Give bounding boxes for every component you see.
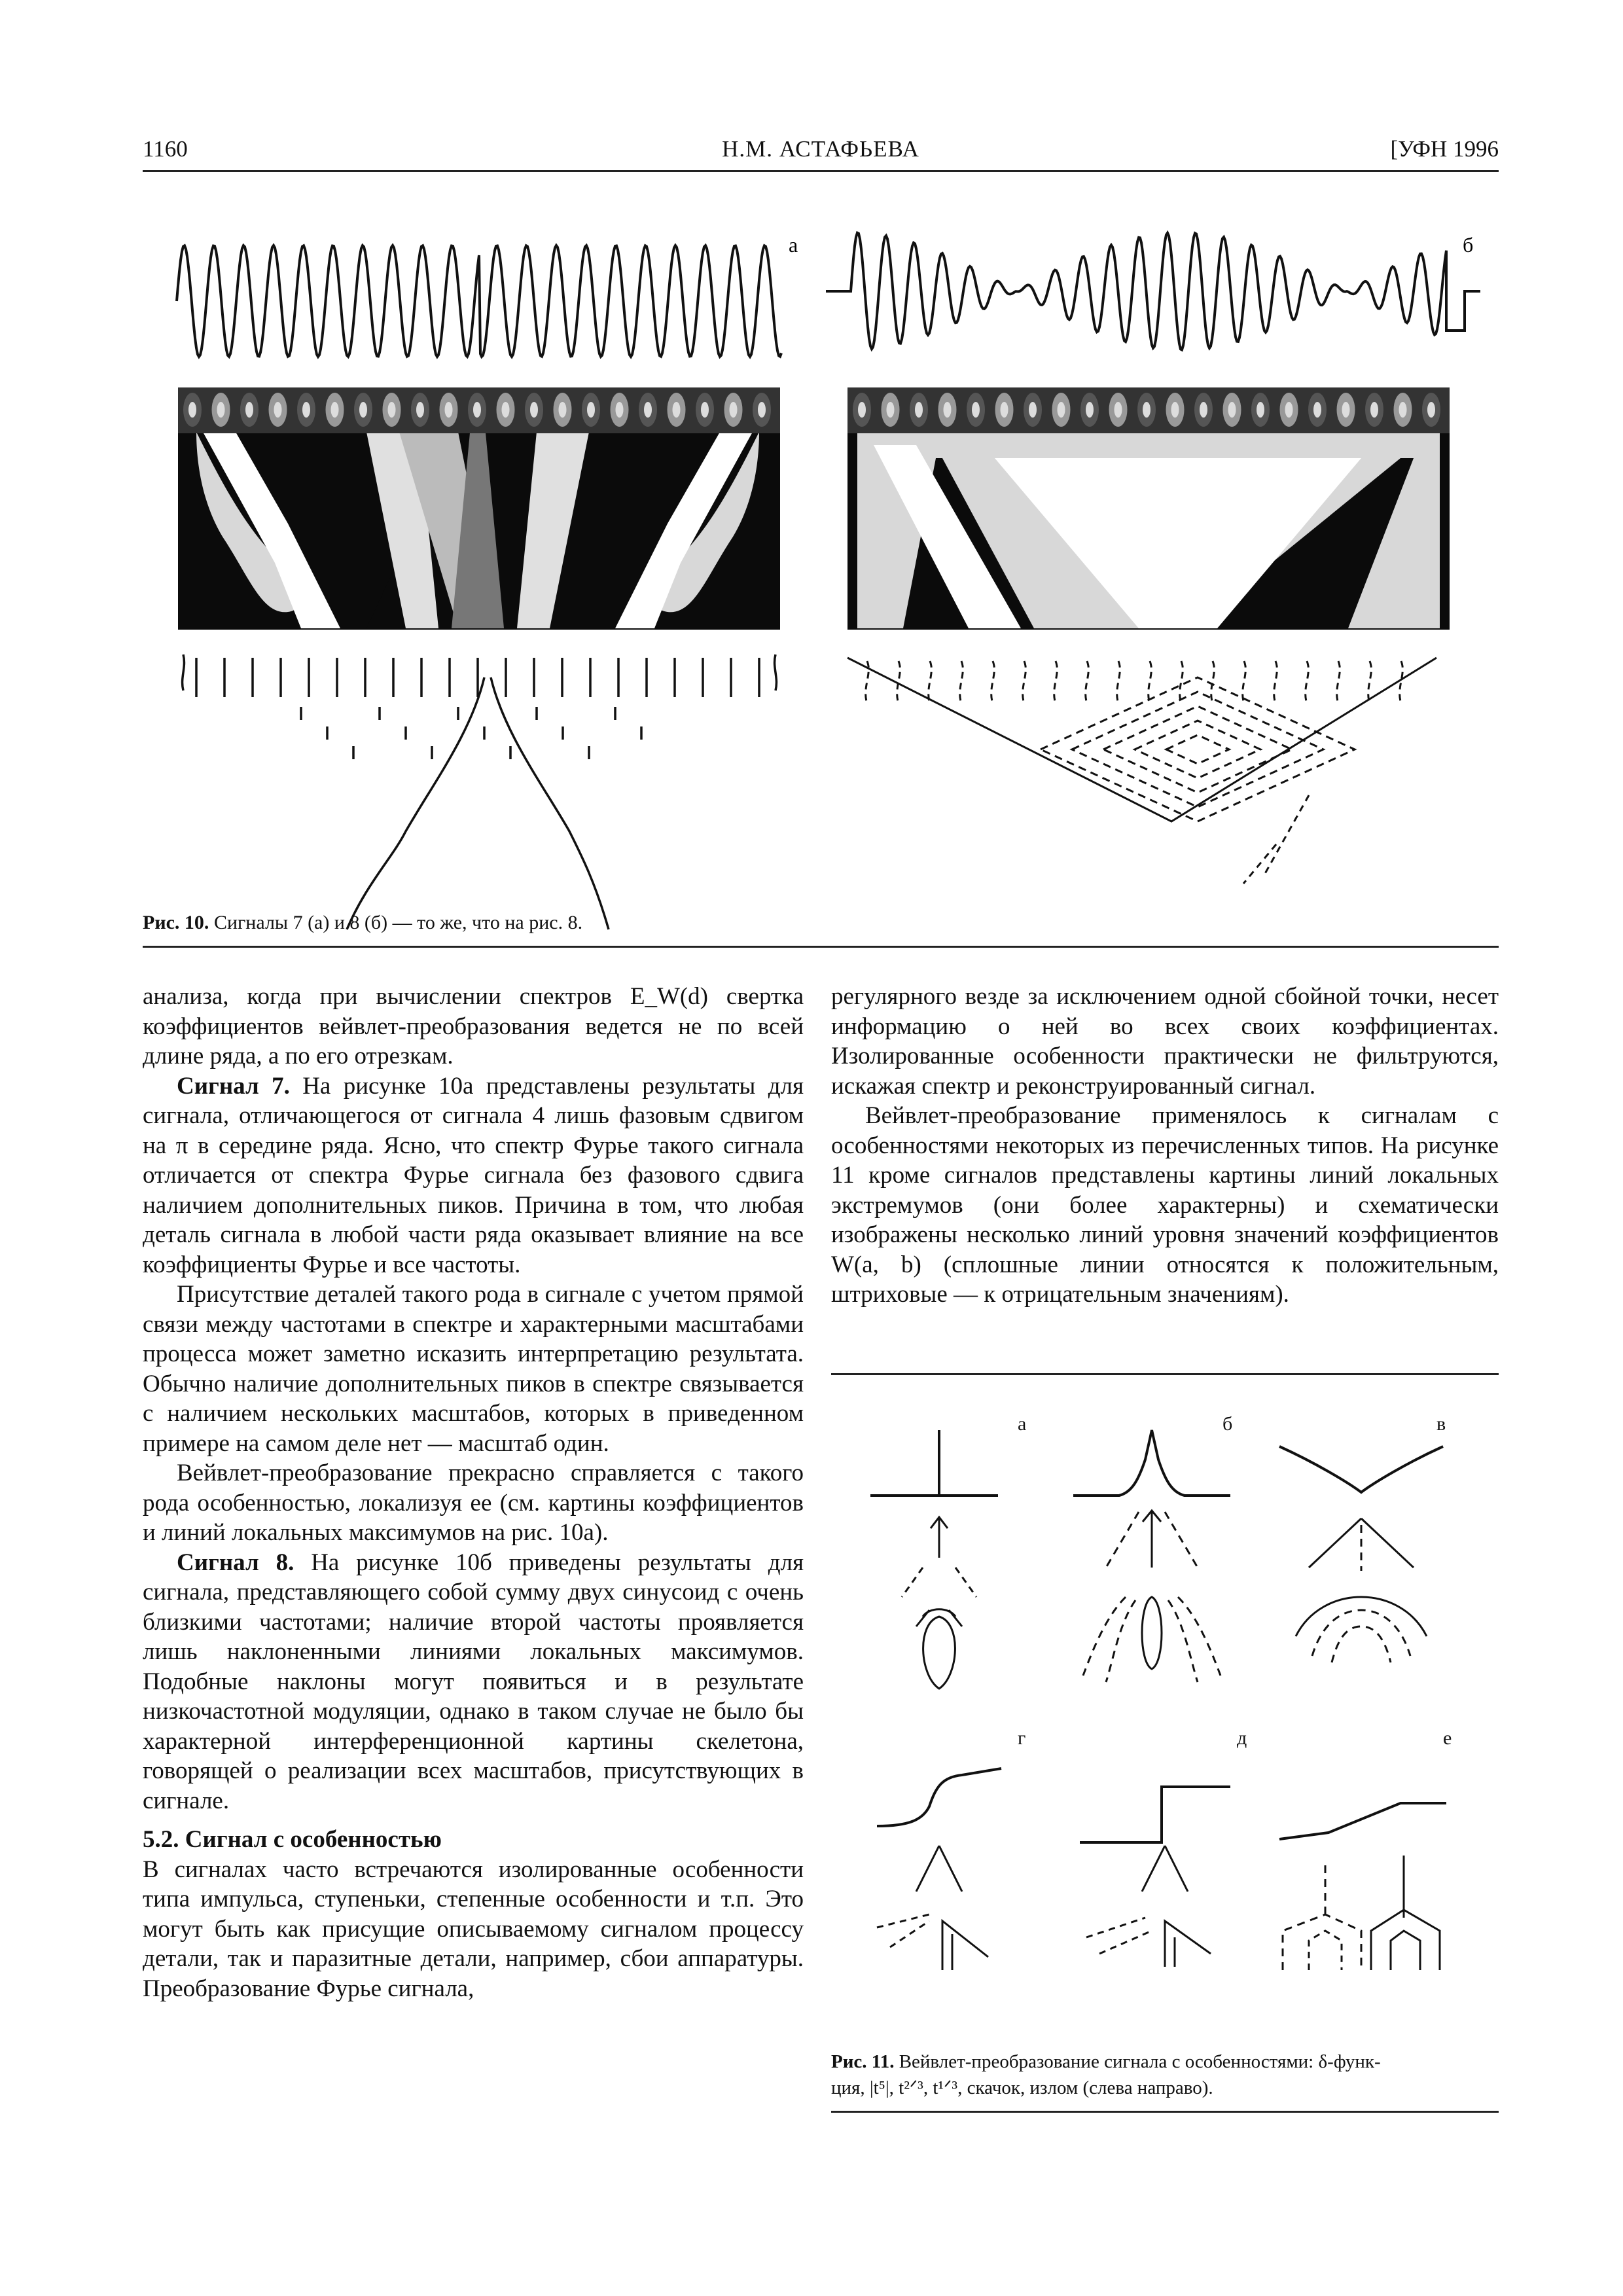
right-column bbox=[831, 982, 1499, 1310]
fig11-caption-line2: ция, |t⁵|, t²ᐟ³, t¹ᐟ³, скачок, излом (слева направо). bbox=[831, 2077, 1213, 2098]
left-paragraph-6: В сигналах часто встречаются изолированные особенности типа импульса, ступеньки, степенные особенности и т.п. Это могут быть как присущие описываемому сигналом процессу детали, так и паразитные детали, например, сбои аппаратуры. Преобразование Фурье сигнала, bbox=[143, 1856, 804, 2002]
coefficient-map-a bbox=[178, 387, 780, 630]
signal-8-text: На рисунке 10б приведены результаты для сигнала, представляющего собой сумму двух синусоид с очень близкими частотами; наличие второй частоты проявляется лишь наклоненными линиями локальных максимумов. Подобные наклоны могут появиться и в результате низкочастотной модуляции, однако в таком случае не было бы характерной интерференционной картины скелетона, говорящей о реализации всех масштабов, присутствующих в сигнале. bbox=[143, 1549, 804, 1814]
signal-8-heading: Сигнал 8. bbox=[177, 1549, 294, 1576]
fig11-label-b: б bbox=[1222, 1413, 1233, 1435]
right-paragraph-2: Вейвлет-преобразование применялось к сигналам с особенностями некоторых из перечисленных типов. На рисунке 11 кроме сигналов представлены картины линий локальных экстремумов (они более характерны) и схематически изображены несколько линий уровня значений коэффициентов W(a, b) (сплошные линии относятся к положительным, штриховые — к отрицательным значениям). bbox=[831, 1102, 1499, 1308]
fig10-caption-text: Сигналы 7 (а) и 8 (б) — то же, что на рис. 8. bbox=[213, 912, 583, 933]
left-column bbox=[143, 982, 804, 2003]
fig11-caption-line1: Вейвлет-преобразование сигнала с особенностями: δ-функ- bbox=[899, 2051, 1381, 2072]
coefficient-map-b bbox=[847, 387, 1450, 630]
panel-g-cuberoot bbox=[877, 1768, 1001, 1970]
skeleton-lines-a bbox=[183, 655, 777, 929]
left-paragraph-3: Присутствие деталей такого рода в сигнале с учетом прямой связи между частотами в спектре и характерными масштабами процесса может заметно исказить интерпретацию результата. Обычно наличие дополнительных пиков в спектре связывается с наличием нескольких масштабов, которых в приведенном примере на самом деле нет — масштаб один. bbox=[143, 1281, 804, 1457]
left-paragraph-2 bbox=[143, 1071, 804, 1280]
section-title: 5.2. Сигнал с особенностью bbox=[143, 1826, 442, 1853]
page-number: 1160 bbox=[143, 136, 188, 162]
figure-10-rule bbox=[143, 946, 1499, 948]
skeleton-lines-b bbox=[847, 658, 1436, 884]
fig11-label-g: г bbox=[1018, 1727, 1026, 1749]
panel-b-power bbox=[1073, 1430, 1230, 1682]
signal-8-wave bbox=[826, 233, 1480, 350]
signal-7-heading: Сигнал 7. bbox=[177, 1072, 290, 1100]
fig11-caption-label: Рис. 11. bbox=[831, 2051, 895, 2072]
fig11-label-v: в bbox=[1436, 1413, 1446, 1435]
fig10-label-b: б bbox=[1463, 233, 1474, 257]
figure-11-top-rule bbox=[831, 1373, 1499, 1375]
fig11-label-a: а bbox=[1018, 1413, 1027, 1435]
panel-a-delta bbox=[870, 1430, 998, 1689]
figure-10 bbox=[0, 0, 1623, 969]
panel-v-cusp bbox=[1279, 1446, 1443, 1662]
left-paragraph-5 bbox=[143, 1548, 804, 1816]
figure-11-bottom-rule bbox=[831, 2111, 1499, 2113]
fig10-caption-label: Рис. 10. bbox=[143, 912, 209, 933]
left-paragraph-1: анализа, когда при вычислении спектров E_W(d) свертка коэффициентов вейвлет-преобразования ведется не по всей длине ряда, а по его отрезкам. bbox=[143, 983, 804, 1069]
fig10-label-a: а bbox=[789, 233, 798, 257]
header-journal: [УФН 1996 bbox=[1390, 136, 1499, 162]
right-paragraph-1: регулярного везде за исключением одной сбойной точки, несет информацию о ней во всех своих коэффициентах. Изолированные особенности практически не фильтруются, искажая спектр и реконструированный сигнал. bbox=[831, 983, 1499, 1100]
signal-7-wave bbox=[177, 245, 781, 357]
panel-d-step bbox=[1080, 1787, 1230, 1967]
left-paragraph-4: Вейвлет-преобразование прекрасно справляется с такого рода особенностью, локализуя ее (см. картины коэффициентов и линий локальных максимумов на рис. 10а). bbox=[143, 1460, 804, 1546]
fig11-label-e: е bbox=[1443, 1727, 1452, 1749]
header-author: Н.М. АСТАФЬЕВА bbox=[722, 136, 919, 162]
figure-11-caption bbox=[831, 2049, 1499, 2101]
figure-10-caption bbox=[143, 910, 582, 936]
panel-e-kink bbox=[1279, 1803, 1446, 1970]
signal-7-text: На рисунке 10а представлены результаты для сигнала, отличающегося от сигнала 4 лишь фазовым сдвигом на π в середине ряда. Ясно, что спектр Фурье такого сигнала отличается от спектра Фурье сигнала без фазового сдвига наличием дополнительных пиков. Причина в том, что любая деталь сигнала в любой части ряда оказывает влияние на все коэффициенты Фурье и все частоты. bbox=[143, 1072, 804, 1278]
fig11-label-d: д bbox=[1237, 1727, 1247, 1749]
